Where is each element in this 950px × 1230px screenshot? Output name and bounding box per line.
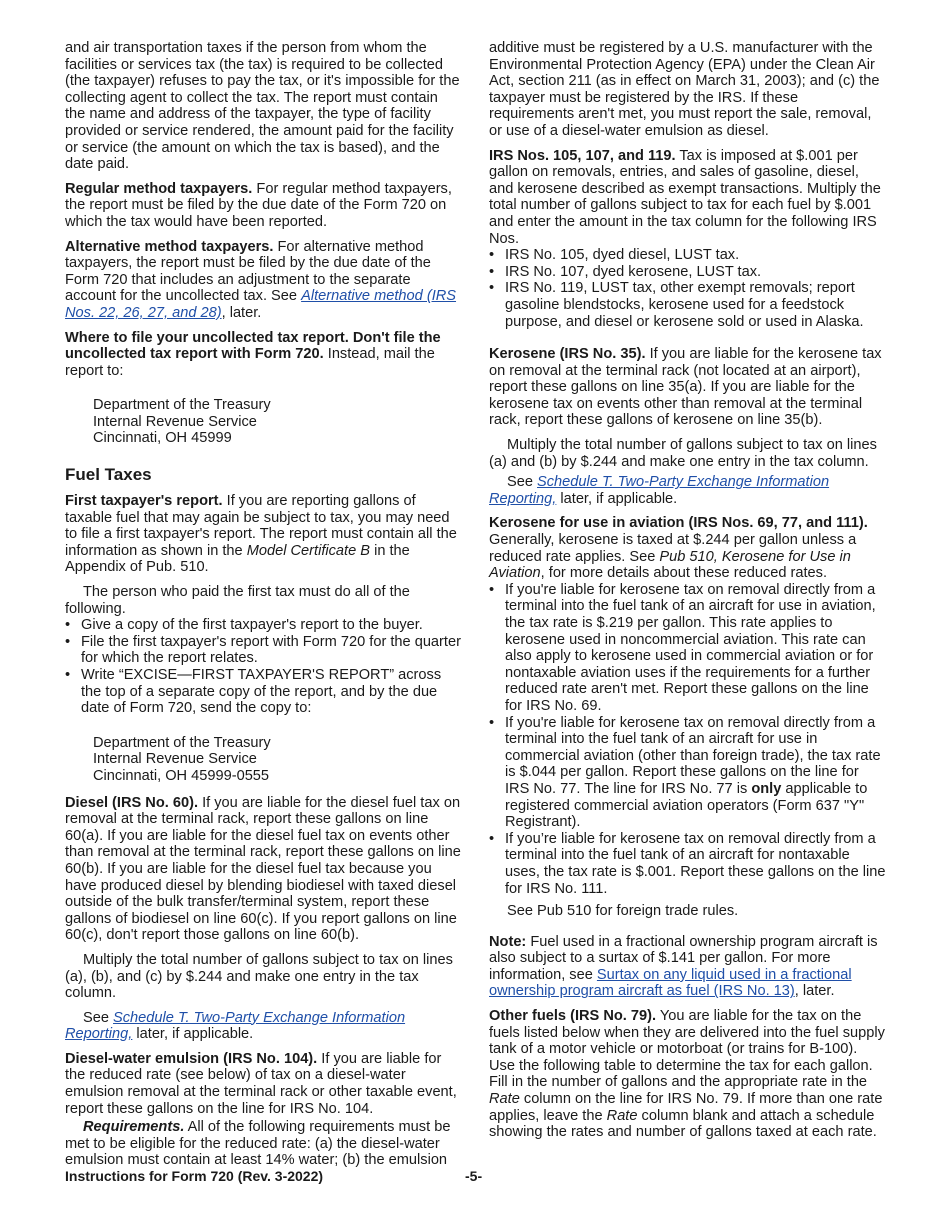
paragraph-text: For alternative method taxpayers, the report must be filed by the due date of the Form 720 that includes an adjustment to the separate account for the uncollected tax. See (65, 238, 431, 305)
run-in-heading: Note: (489, 933, 527, 950)
paragraph (65, 1051, 461, 1117)
paragraph-text: , for more details about these reduced rates. (540, 565, 828, 582)
run-in-heading: Requirements. (83, 1119, 185, 1136)
paragraph-text: See (507, 474, 533, 491)
left-column (65, 40, 461, 1177)
paragraph-text: If you are liable for the diesel fuel tax on removal at the terminal rack, report these gallons on line 60(a). If you are liable for the diesel fuel tax on events other than removal at the terminal rack, report these gallons on line 60(b). If you are liable for the diesel fuel tax because you have produced diesel by blending biodiesel with taxed diesel outside of the bulk transfer/terminal system, report these gallons of biodiesel on line 60(c). If you report gallons on line 60(c), don't report those gallons on line 60(b). (65, 794, 461, 944)
paragraph (65, 1119, 461, 1169)
italic-text: Model Certificate B (246, 542, 371, 559)
paragraph-text: For regular method taxpayers, the report must be filed by the due date of the Form 720 on which the tax would have been reported. (65, 180, 452, 230)
mailing-address (93, 735, 461, 785)
paragraph-text: If you are liable for the reduced rate (see below) of tax on a diesel-water emulsion removal at the terminal rack or other taxable event, report these gallons on the line for IRS No. 104. (65, 1050, 457, 1117)
run-in-heading: Kerosene (IRS No. 35). (489, 346, 646, 363)
paragraph-text: , later. (794, 983, 835, 1000)
address-line: Cincinnati, OH 45999 (93, 430, 232, 447)
cross-reference-link[interactable]: Schedule T. Two-Party Exchange Information Reporting, (65, 1009, 406, 1043)
run-in-heading: First taxpayer's report. (65, 493, 223, 510)
run-in-heading: Where to file your uncollected tax report. Don't file the uncollected tax report with Form 720. (65, 329, 441, 363)
mailing-address (93, 397, 461, 447)
paragraph (489, 474, 887, 507)
italic-text: Pub 510, Kerosene for Use in Aviation (489, 548, 851, 582)
bullet-item: • If you're liable for kerosene tax on removal directly from a terminal into the fuel tank of an aircraft for use in aviation, the tax rate is $.219 per gallon. This rate applies to kerosene used in noncommercial aviation. This rate can also apply to kerosene used in commercial aviation or for nontaxable aviation uses if the requirements for a further reduced rate aren't met. Report these gallons on the line for IRS No. 69. (489, 582, 887, 715)
paragraph-text: later, if applicable. (560, 490, 678, 507)
bullet-item: • If you’re liable for kerosene tax on removal directly from a terminal into the fuel tank of an aircraft for nontaxable uses, the tax rate is $.001. Report these gallons on the line for IRS No. 111. (489, 831, 887, 897)
paragraph-text: If you are liable for the kerosene tax on removal at the terminal rack (not located at an airport), report these gallons on line 35(a). If you are liable for the kerosene tax on events other than removal at the terminal rack, report these gallons of kerosene on line 35(b). (489, 346, 882, 429)
run-in-heading: Other fuels (IRS No. 79). (489, 1008, 657, 1025)
paragraph-text: You are liable for the tax on the fuels listed below when they are delivered into the fuel supply tank of a motor vehicle or motorboat (or trains for B-100). Use the following table to determine the tax for each gallon. Fill in the number of gallons and the appropriate rate in the (489, 1008, 885, 1091)
address-line: Internal Revenue Service (93, 751, 257, 768)
paragraph: Multiply the total number of gallons subject to tax on lines (a) and (b) by $.244 and make one entry in the tax column. (489, 437, 877, 470)
paragraph (65, 1010, 461, 1043)
run-in-heading: IRS Nos. 105, 107, and 119. (489, 147, 676, 164)
paragraph: Multiply the total number of gallons subject to tax on lines (a), (b), and (c) by $.244 and make one entry in the tax column. (65, 951, 453, 1002)
bullet-item: • IRS No. 107, dyed kerosene, LUST tax. (489, 264, 887, 281)
paragraph (489, 1008, 887, 1141)
paragraph (489, 515, 887, 581)
run-in-heading: Kerosene for use in aviation (IRS Nos. 69, 77, and 111). (489, 515, 868, 532)
paragraph (65, 239, 461, 322)
paragraph-text: Tax is imposed at $.001 per gallon on removals, entries, and sales of gasoline, diesel, and kerosene described as exempt transactions. Multiply the total number of gallons subject to tax for each fuel by $.001 and enter the amount in the tax column for the following IRS Nos. (489, 147, 881, 247)
paragraph (65, 795, 461, 944)
section-heading: Fuel Taxes (65, 465, 152, 485)
run-in-heading: Diesel-water emulsion (IRS No. 104). (65, 1050, 318, 1067)
paragraph-text: column blank and attach a schedule showing the rates and number of gallons taxed at each rate. (489, 1107, 877, 1141)
paragraph-text: , later. (221, 304, 262, 321)
cross-reference-link[interactable]: Alternative method (IRS Nos. 22, 26, 27, and 28) (65, 288, 457, 321)
address-line: Internal Revenue Service (93, 413, 257, 430)
run-in-heading: Alternative method taxpayers. (65, 238, 274, 255)
paragraph (65, 493, 461, 576)
paragraph (489, 346, 887, 429)
bullet-item: • IRS No. 119, LUST tax, other exempt removals; report gasoline blendstocks, kerosene used for a feedstock purpose, and diesel or kerosene sold or used in Alaska. (489, 280, 887, 330)
bullet-item: • IRS No. 105, dyed diesel, LUST tax. (489, 247, 887, 264)
right-column (489, 40, 887, 1149)
bullet-item: • Give a copy of the first taxpayer's report to the buyer. (65, 617, 461, 634)
bullet-item: • If you're liable for kerosene tax on removal directly from a terminal into the fuel tank of an aircraft for use in commercial aviation (other than foreign trade), the tax rate is $.044 per gallon. Report these gallons on the line for IRS No. 77. The line for IRS No. 77 is only applicable to registered commercial aviation operators (Form 637 "Y" Registrant). (489, 715, 887, 831)
address-line: Department of the Treasury (93, 397, 271, 414)
paragraph: See Pub 510 for foreign trade rules. (507, 903, 739, 920)
bullet-item: • File the first taxpayer's report with Form 720 for the quarter for which the report relates. (65, 634, 461, 667)
address-line: Cincinnati, OH 45999-0555 (93, 767, 270, 784)
cross-reference-link[interactable]: Surtax on any liquid used in a fractional ownership program aircraft as fuel (IRS No. 13) (489, 966, 852, 1000)
cross-reference-link[interactable]: Schedule T. Two-Party Exchange Information Reporting, (489, 474, 830, 507)
run-in-heading: Diesel (IRS No. 60). (65, 794, 199, 811)
paragraph (65, 330, 461, 380)
paragraph-text: See (83, 1009, 109, 1026)
paragraph-text: Instead, mail the report to: (65, 346, 435, 379)
italic-text: Rate (489, 1091, 520, 1108)
paragraph (489, 148, 887, 248)
paragraph-text: in the Appendix of Pub. 510. (65, 542, 410, 576)
paragraph (65, 181, 461, 231)
paragraph-text: All of the following requirements must be met to be eligible for the reduced rate: (a) the diesel-water emulsion must contain at least 14% water; (b) the emulsion (65, 1119, 451, 1169)
paragraph-text: If you are reporting gallons of taxable fuel that may again be subject to tax, you may need to file a first taxpayer's report. The report must contain all the information as shown in the (65, 493, 457, 559)
address-line: Department of the Treasury (93, 734, 271, 751)
footer-title: Instructions for Form 720 (Rev. 3-2022) (65, 1168, 324, 1184)
bold-text: only (751, 780, 782, 797)
page-number: -5- (465, 1168, 483, 1184)
paragraph-text: Fuel used in a fractional ownership program aircraft is also subject to a surtax of $.141 per gallon. For more information, see (489, 933, 878, 983)
page-footer (65, 1168, 885, 1184)
paragraph-text: column on the line for IRS No. 79. If more than one rate applies, leave the (489, 1091, 883, 1124)
paragraph-text: Generally, kerosene is taxed at $.244 per gallon unless a reduced rate applies. See (489, 532, 857, 565)
paragraph (489, 934, 887, 1000)
paragraph-text: later, if applicable. (136, 1026, 254, 1043)
run-in-heading: Regular method taxpayers. (65, 180, 253, 197)
bullet-item: • Write “EXCISE—FIRST TAXPAYER'S REPORT” across the top of a separate copy of the report, and by the due date of Form 720, send the copy to: (65, 667, 461, 717)
italic-text: Rate (606, 1107, 638, 1124)
paragraph: The person who paid the first tax must do all of the following. (65, 584, 410, 617)
paragraph: and air transportation taxes if the person from whom the facilities or services tax (the tax) is required to be collected (the taxpayer) refuses to pay the tax, or it's impossible for the collecting agent to collect the tax. The report must contain the name and address of the taxpayer, the type of facility provided or service rendered, the amount paid for the facility or service (the amount on which the tax is based), and the date paid. (65, 40, 460, 173)
paragraph: additive must be registered by a U.S. manufacturer with the Environmental Protection Agency (EPA) under the Clean Air Act, section 211 (as in effect on March 31, 2003); and (c) the taxpayer must be registered by the IRS. If these requirements aren't met, you must report the sale, removal, or use of a diesel-water emulsion as diesel. (489, 40, 880, 139)
